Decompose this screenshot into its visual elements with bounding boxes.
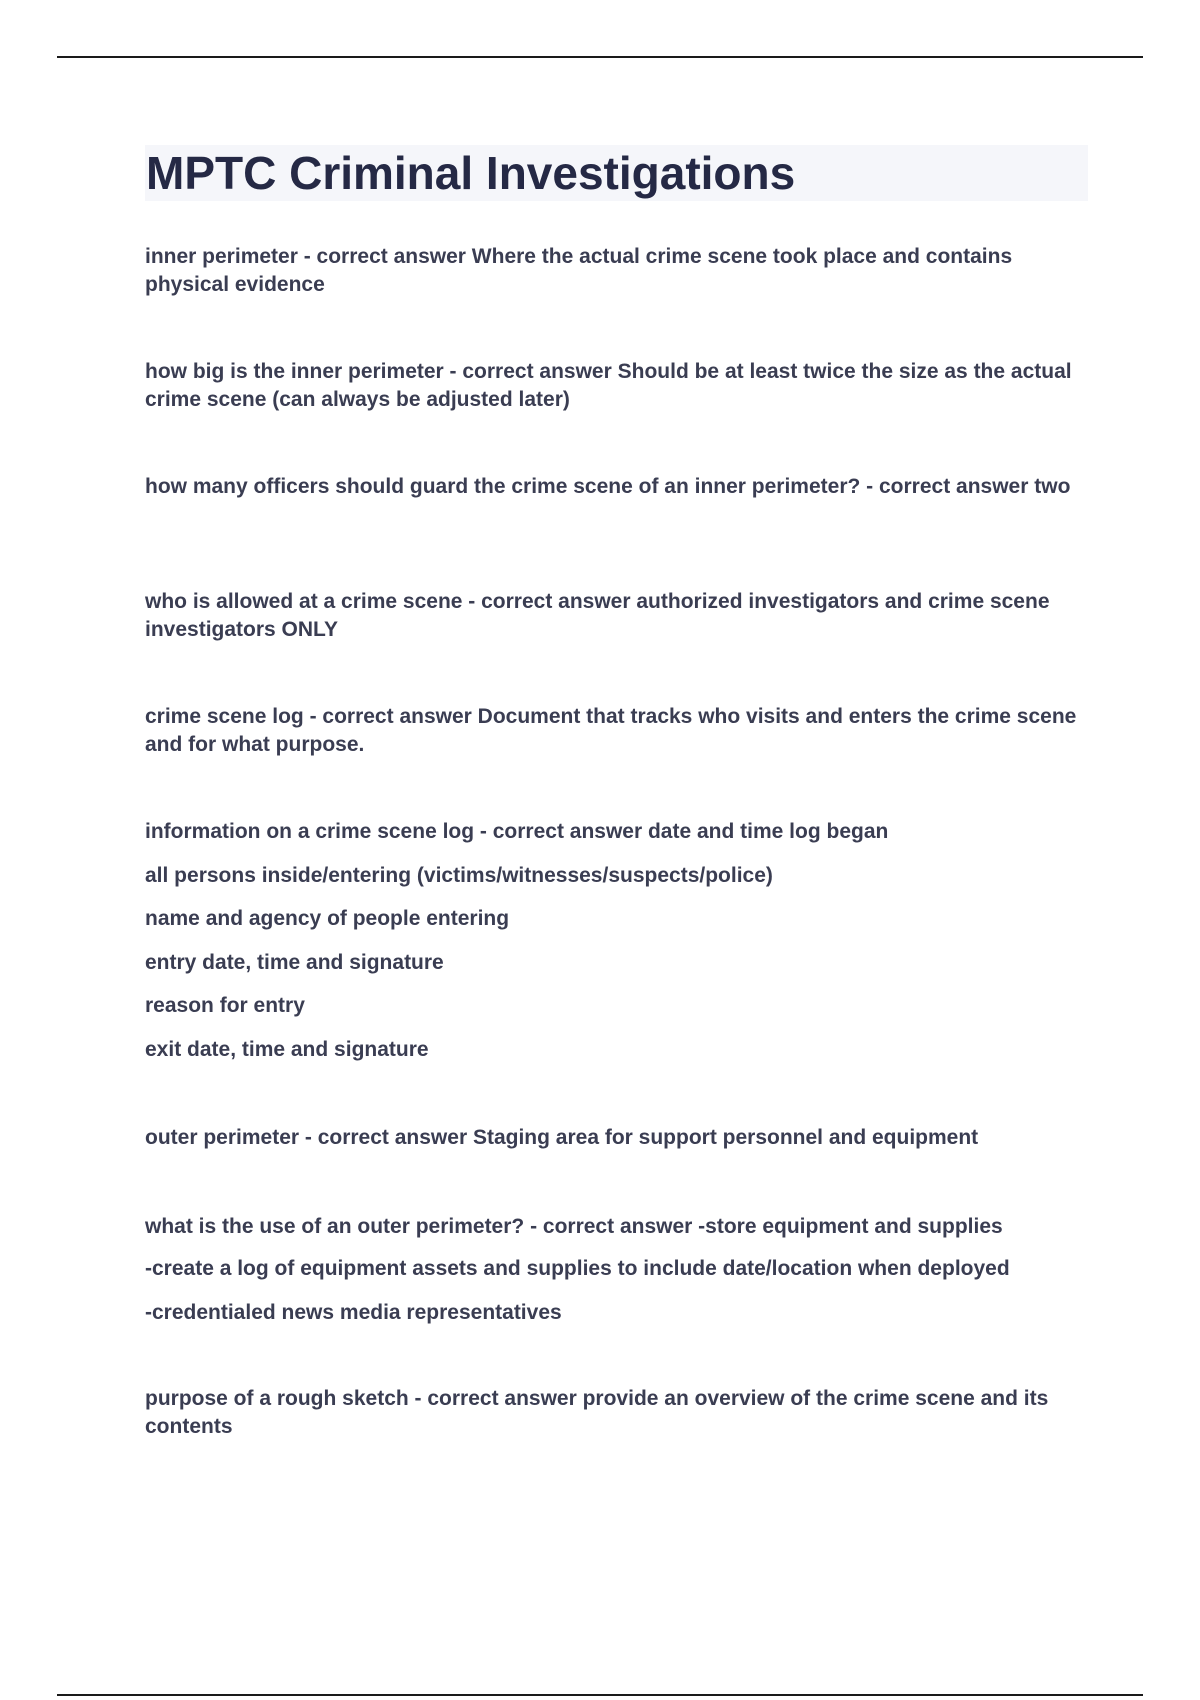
- flashcard: [145, 588, 1090, 644]
- flashcard-detail-line: exit date, time and signature: [145, 1038, 429, 1061]
- flashcard-text: what is the use of an outer perimeter? - correct answer -store equipment and supplies: [145, 1215, 1003, 1238]
- flashcard-detail-line: entry date, time and signature: [145, 951, 444, 974]
- flashcard-text: outer perimeter - correct answer Staging area for support personnel and equipment: [145, 1126, 979, 1149]
- flashcard: [145, 1124, 1090, 1152]
- flashcard-text: inner perimeter - correct answer Where the actual crime scene took place and contains physical evidence: [145, 245, 1013, 296]
- top-divider: [57, 56, 1143, 58]
- flashcard: [145, 703, 1090, 759]
- flashcard: [145, 243, 1090, 299]
- flashcard: [145, 818, 1090, 1061]
- flashcard: [145, 358, 1090, 414]
- flashcard-text: how big is the inner perimeter - correct answer Should be at least twice the size as the actual crime scene (can always be adjusted later): [145, 360, 1072, 411]
- flashcard: [145, 473, 1090, 501]
- flashcard-detail-line: reason for entry: [145, 994, 305, 1017]
- flashcard-detail-line: all persons inside/entering (victims/witnesses/suspects/police): [145, 864, 773, 887]
- flashcard: [145, 1385, 1090, 1441]
- flashcard: [145, 1213, 1090, 1324]
- flashcard-text: purpose of a rough sketch - correct answer provide an overview of the crime scene and its contents: [145, 1387, 1049, 1438]
- flashcard-detail-line: -credentialed news media representatives: [145, 1301, 562, 1324]
- page-title: MPTC Criminal Investigations: [146, 147, 796, 199]
- bottom-divider: [57, 1694, 1143, 1696]
- flashcard-detail-line: -create a log of equipment assets and supplies to include date/location when deployed: [145, 1257, 1010, 1280]
- flashcard-detail-line: name and agency of people entering: [145, 907, 510, 930]
- flashcard-text: how many officers should guard the crime scene of an inner perimeter? - correct answer two: [145, 475, 1071, 498]
- flashcard-text: information on a crime scene log - correct answer date and time log began: [145, 820, 889, 843]
- flashcard-text: who is allowed at a crime scene - correct answer authorized investigators and crime scene investigators ONLY: [145, 590, 1050, 641]
- flashcard-text: crime scene log - correct answer Document that tracks who visits and enters the crime scene and for what purpose.: [145, 705, 1077, 756]
